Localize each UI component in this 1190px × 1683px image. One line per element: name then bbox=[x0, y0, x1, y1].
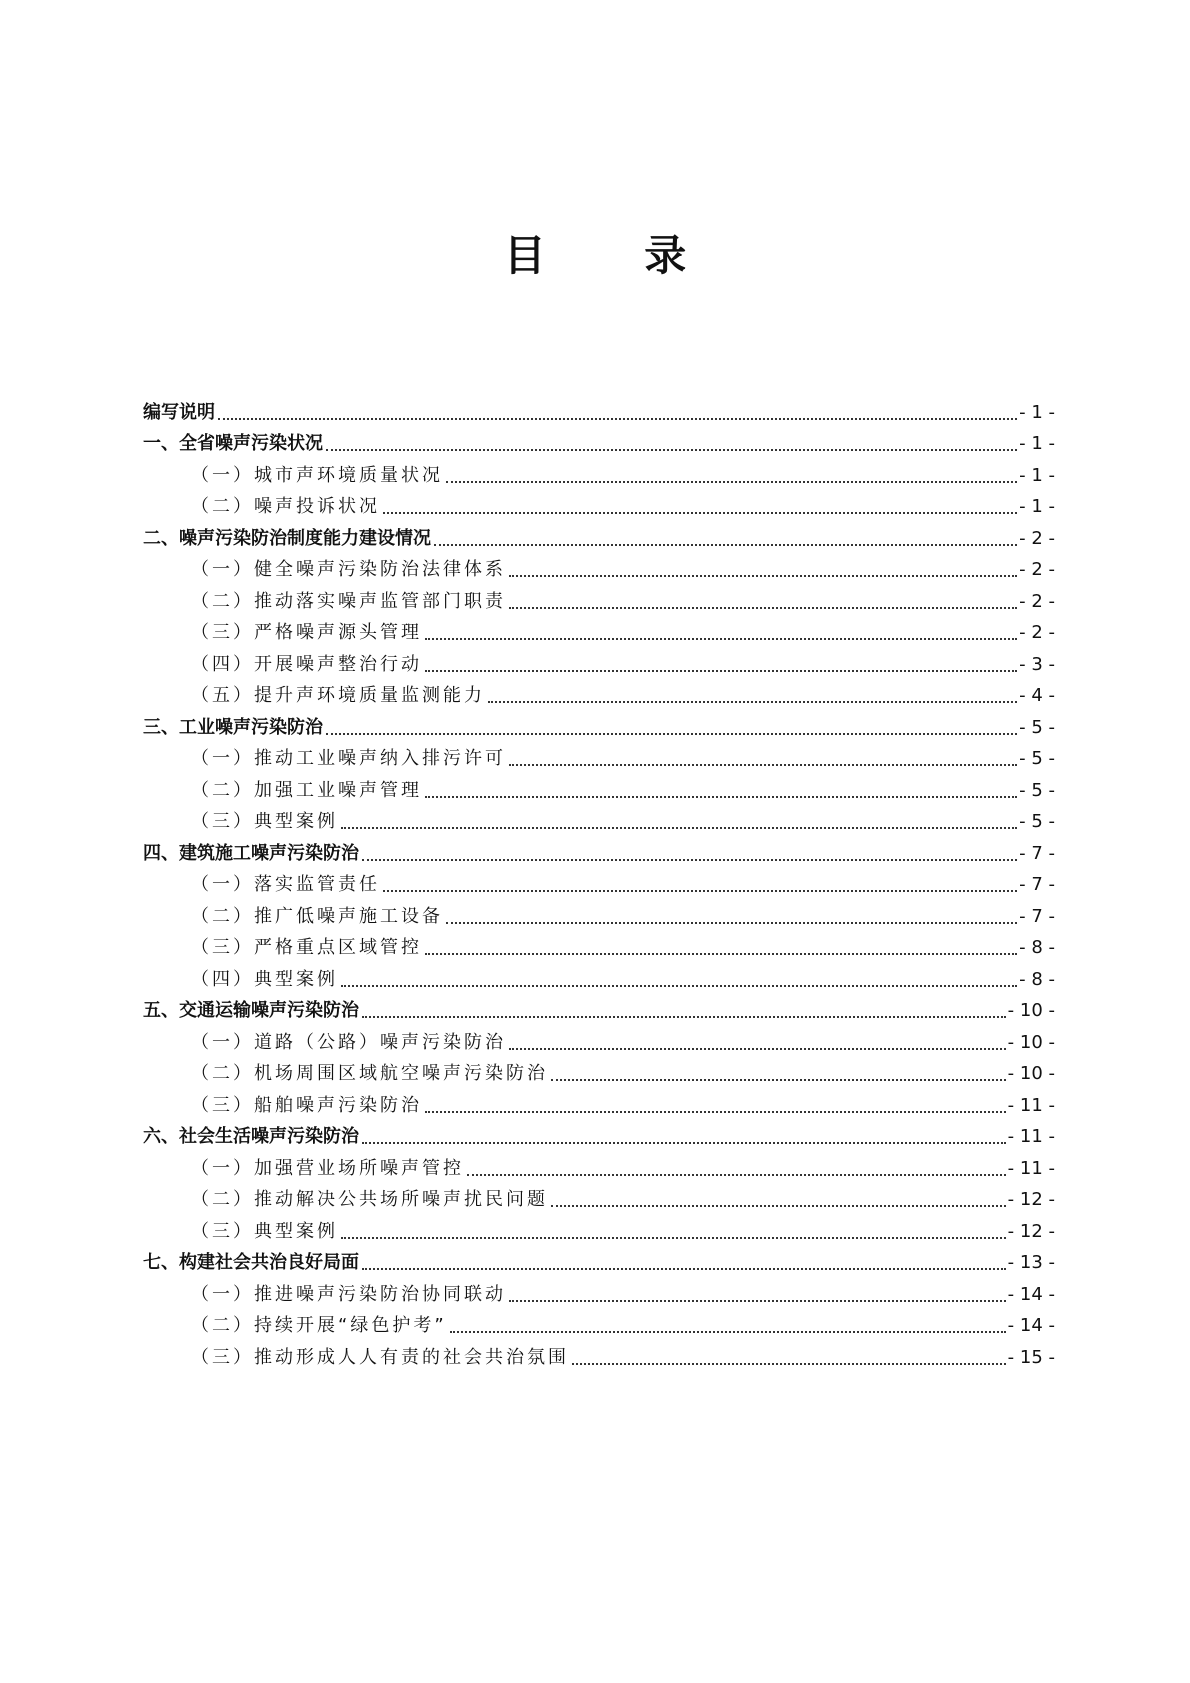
toc-entry-label: 四、建筑施工噪声污染防治 bbox=[143, 842, 359, 864]
dot-leader bbox=[425, 637, 1017, 640]
dot-leader bbox=[446, 480, 1017, 483]
toc-page-number: - 2 - bbox=[1019, 590, 1055, 612]
toc-entry-label: （四）开展噪声整治行动 bbox=[191, 653, 422, 675]
dot-leader bbox=[551, 1204, 1006, 1207]
dot-leader bbox=[425, 1110, 1006, 1113]
toc-page-number: - 11 - bbox=[1007, 1094, 1055, 1116]
toc-subsection-entry[interactable] bbox=[143, 1338, 1055, 1370]
toc-page-number: - 5 - bbox=[1019, 716, 1055, 738]
toc-page-number: - 1 - bbox=[1019, 464, 1055, 486]
toc-subsection-entry[interactable] bbox=[143, 897, 1055, 929]
toc-subsection-entry[interactable] bbox=[143, 929, 1055, 961]
toc-entry-label: （二）噪声投诉状况 bbox=[191, 496, 380, 517]
dot-leader bbox=[572, 1362, 1006, 1365]
dot-leader bbox=[425, 795, 1017, 798]
toc-subsection-entry[interactable] bbox=[143, 803, 1055, 835]
toc-page-number: - 3 - bbox=[1019, 653, 1055, 675]
dot-leader bbox=[446, 921, 1017, 924]
toc-subsection-entry[interactable] bbox=[143, 456, 1055, 488]
toc-entry-label: （二）推动落实噪声监管部门职责 bbox=[191, 590, 506, 612]
toc-page-number: - 15 - bbox=[1007, 1346, 1055, 1368]
toc-subsection-entry[interactable] bbox=[143, 1275, 1055, 1307]
toc-subsection-entry[interactable] bbox=[143, 488, 1055, 520]
dot-leader bbox=[383, 889, 1017, 892]
toc-page-number: - 5 - bbox=[1019, 779, 1055, 801]
toc-page-number: - 10 - bbox=[1007, 1063, 1055, 1084]
toc-entry-label: （三）严格噪声源头管理 bbox=[191, 622, 422, 643]
toc-subsection-entry[interactable] bbox=[143, 1181, 1055, 1213]
dot-leader bbox=[450, 1330, 1006, 1333]
toc-entry-label: （一）加强营业场所噪声管控 bbox=[191, 1157, 464, 1179]
toc-entry-label: （二）加强工业噪声管理 bbox=[191, 779, 422, 801]
toc-entry-label: （二）推广低噪声施工设备 bbox=[191, 905, 443, 927]
dot-leader bbox=[341, 984, 1017, 987]
toc-section-entry[interactable] bbox=[143, 992, 1055, 1024]
toc-entry-label: （一）城市声环境质量状况 bbox=[191, 464, 443, 486]
dot-leader bbox=[509, 574, 1017, 577]
toc-subsection-entry[interactable] bbox=[143, 960, 1055, 992]
dot-leader bbox=[551, 1078, 1006, 1081]
toc-page-number: - 10 - bbox=[1007, 1000, 1055, 1021]
toc-page-number: - 8 - bbox=[1019, 968, 1055, 990]
dot-leader bbox=[383, 511, 1017, 514]
toc-entry-label: （三）船舶噪声污染防治 bbox=[191, 1094, 422, 1116]
toc-entry-label: 二、噪声污染防治制度能力建设情况 bbox=[143, 527, 431, 549]
dot-leader bbox=[362, 1141, 1006, 1144]
toc-entry-label: （三）推动形成人人有责的社会共治氛围 bbox=[191, 1346, 569, 1368]
toc-page-number: - 10 - bbox=[1007, 1031, 1055, 1053]
toc-entry-label: （二）持续开展“绿色护考” bbox=[191, 1315, 447, 1336]
toc-page-number: - 4 - bbox=[1019, 685, 1055, 706]
dot-leader bbox=[509, 1299, 1006, 1302]
toc-subsection-entry[interactable] bbox=[143, 740, 1055, 772]
toc-page-number: - 1 - bbox=[1019, 496, 1055, 517]
toc-entry-label: 六、社会生活噪声污染防治 bbox=[143, 1126, 359, 1147]
toc-subsection-entry[interactable] bbox=[143, 1055, 1055, 1087]
table-of-contents bbox=[143, 393, 1055, 1370]
toc-page-number: - 12 - bbox=[1007, 1220, 1055, 1242]
toc-subsection-entry[interactable] bbox=[143, 866, 1055, 898]
toc-entry-label: 七、构建社会共治良好局面 bbox=[143, 1252, 359, 1273]
toc-page-number: - 2 - bbox=[1019, 622, 1055, 643]
toc-page-number: - 8 - bbox=[1019, 937, 1055, 958]
dot-leader bbox=[326, 732, 1017, 735]
dot-leader bbox=[341, 1236, 1006, 1239]
toc-entry-label: （一）道路（公路）噪声污染防治 bbox=[191, 1031, 506, 1053]
toc-subsection-entry[interactable] bbox=[143, 614, 1055, 646]
toc-entry-label: （一）落实监管责任 bbox=[191, 874, 380, 895]
toc-section-entry[interactable] bbox=[143, 519, 1055, 551]
toc-subsection-entry[interactable] bbox=[143, 1023, 1055, 1055]
toc-page-number: - 7 - bbox=[1019, 874, 1055, 895]
toc-subsection-entry[interactable] bbox=[143, 645, 1055, 677]
dot-leader bbox=[509, 763, 1017, 766]
toc-page-number: - 14 - bbox=[1007, 1315, 1055, 1336]
toc-page-number: - 7 - bbox=[1019, 842, 1055, 864]
toc-section-entry[interactable] bbox=[143, 708, 1055, 740]
dot-leader bbox=[341, 826, 1017, 829]
toc-entry-label: （四）典型案例 bbox=[191, 968, 338, 990]
toc-entry-label: （三）典型案例 bbox=[191, 811, 338, 832]
toc-page-number: - 1 - bbox=[1019, 401, 1055, 423]
toc-page-number: - 7 - bbox=[1019, 905, 1055, 927]
toc-subsection-entry[interactable] bbox=[143, 582, 1055, 614]
toc-page-number: - 1 - bbox=[1019, 433, 1055, 454]
toc-page-number: - 11 - bbox=[1007, 1126, 1055, 1147]
toc-entry-label: （五）提升声环境质量监测能力 bbox=[191, 685, 485, 706]
dot-leader bbox=[509, 1047, 1006, 1050]
page-title: 目 录 bbox=[503, 231, 729, 280]
dot-leader bbox=[509, 606, 1017, 609]
toc-page-number: - 5 - bbox=[1019, 748, 1055, 769]
dot-leader bbox=[425, 669, 1017, 672]
dot-leader bbox=[218, 417, 1017, 420]
toc-subsection-entry[interactable] bbox=[143, 1149, 1055, 1181]
toc-page-number: - 11 - bbox=[1007, 1157, 1055, 1179]
toc-entry-label: 五、交通运输噪声污染防治 bbox=[143, 1000, 359, 1021]
toc-section-entry[interactable] bbox=[143, 1118, 1055, 1150]
toc-subsection-entry[interactable] bbox=[143, 1212, 1055, 1244]
toc-entry-label: （二）推动解决公共场所噪声扰民问题 bbox=[191, 1189, 548, 1210]
toc-section-entry[interactable] bbox=[143, 425, 1055, 457]
toc-page-number: - 13 - bbox=[1007, 1252, 1055, 1273]
dot-leader bbox=[362, 858, 1017, 861]
toc-entry-label: （三）典型案例 bbox=[191, 1220, 338, 1242]
toc-page-number: - 14 - bbox=[1007, 1283, 1055, 1305]
toc-entry-label: 三、工业噪声污染防治 bbox=[143, 716, 323, 738]
toc-page-number: - 12 - bbox=[1007, 1189, 1055, 1210]
toc-entry-label: （一）推进噪声污染防治协同联动 bbox=[191, 1283, 506, 1305]
toc-page-number: - 2 - bbox=[1019, 527, 1055, 549]
toc-subsection-entry[interactable] bbox=[143, 677, 1055, 709]
dot-leader bbox=[362, 1015, 1006, 1018]
dot-leader bbox=[434, 543, 1017, 546]
dot-leader bbox=[425, 952, 1017, 955]
toc-subsection-entry[interactable] bbox=[143, 1307, 1055, 1339]
toc-entry-label: （一）推动工业噪声纳入排污许可 bbox=[191, 748, 506, 769]
dot-leader bbox=[326, 448, 1017, 451]
toc-entry-label: 一、全省噪声污染状况 bbox=[143, 433, 323, 454]
toc-section-entry[interactable] bbox=[143, 393, 1055, 425]
toc-subsection-entry[interactable] bbox=[143, 771, 1055, 803]
toc-section-entry[interactable] bbox=[143, 834, 1055, 866]
toc-page-number: - 5 - bbox=[1019, 811, 1055, 832]
toc-subsection-entry[interactable] bbox=[143, 1086, 1055, 1118]
dot-leader bbox=[467, 1173, 1006, 1176]
toc-entry-label: （一）健全噪声污染防治法律体系 bbox=[191, 559, 506, 580]
toc-entry-label: （二）机场周围区域航空噪声污染防治 bbox=[191, 1063, 548, 1084]
dot-leader bbox=[362, 1267, 1006, 1270]
toc-section-entry[interactable] bbox=[143, 1244, 1055, 1276]
toc-entry-label: （三）严格重点区域管控 bbox=[191, 937, 422, 958]
toc-page-number: - 2 - bbox=[1019, 559, 1055, 580]
toc-subsection-entry[interactable] bbox=[143, 551, 1055, 583]
dot-leader bbox=[488, 700, 1017, 703]
toc-entry-label: 编写说明 bbox=[143, 401, 215, 423]
